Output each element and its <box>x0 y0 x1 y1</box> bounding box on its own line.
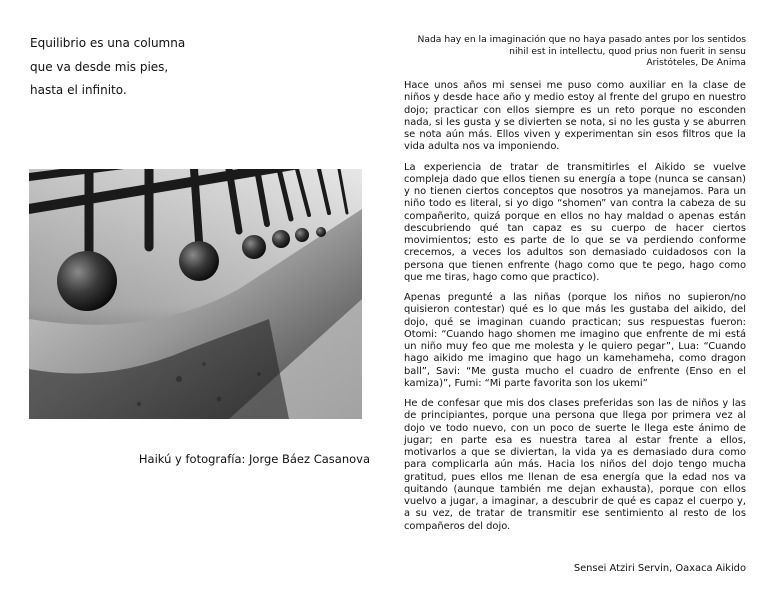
epigraph-quote <box>404 34 746 69</box>
haiku-line: Equilibrio es una columna <box>30 36 186 50</box>
railing-photo <box>29 169 362 419</box>
photo-credit: Haikú y fotografía: Jorge Báez Casanova <box>138 452 370 466</box>
article-paragraph: La experiencia de tratar de transmitirles el Aikido se vuelve compleja dado que ellos tienen su energía a tope (nunca se cansan) y no tienen ciertos conceptos que nosotros ya manejamos. Para un niño todo es literal, si yo digo “shomen” van contra la cabeza de su compañerito, quizá porque en ellos no hay maldad o apenas están descubriendo qué tan capaz es su cuerpo de hacer ciertos movimientos; esto es parte de lo que se va perdiendo conforme crecemos, a veces los adultos son demasiado cuidadosos con la persona que tienen enfrente (hago como que te pego, hago como que me tiras, hago como que practico). <box>404 161 746 283</box>
haiku-poem <box>30 32 330 103</box>
article-paragraph: Hace unos años mi sensei me puso como auxiliar en la clase de niños y desde hace año y medio estoy al frente del grupo en nuestro dojo; practicar con ellos siempre es un reto porque no esconden nada, si les gusta y se divierten se nota, si no les gusta y se aburren se nota aún más. Ellos viven y experimentan sin esos filtros que la vida adulta nos va imponiendo. <box>404 80 746 153</box>
epigraph-source: Aristóteles, De Anima <box>646 57 746 68</box>
article-paragraph: He de confesar que mis dos clases preferidas son las de niños y las de principiantes, porque una persona que llega por primera vez al dojo ve todo nuevo, con un poco de suerte le llega este ánimo de jugar; en parte esa es nuestra tarea al estar frente a ellos, motivarlos a que se diviertan, la vida ya es demasiado dura como para complicarla aún más. Hacia los niños del dojo tengo mucha gratitud, pues ellos me llenan de esa energía que la edad nos va quitando (aunque también me dejan exhausta), porque con ellos vuelvo a jugar, a imaginar, a descubrir de qué es capaz el cuerpo y, a su vez, de tratar de transmitir ese sentimiento al resto de los compañeros del dojo. <box>404 398 746 532</box>
haiku-line: hasta el infinito. <box>30 83 127 97</box>
haiku-line: que va desde mis pies, <box>30 59 169 74</box>
article-body <box>404 80 746 541</box>
article-paragraph: Apenas pregunté a las niñas (porque los niños no supieron/no quisieron contestar) qué es lo que más les gustaba del aikido, del dojo, qué se imaginan cuando practican; sus respuestas fueron: Otomi: “Cuando hago shomen me imagino que enfrente de mi está un niño muy feo que me molesta y le quiero pegar”, Lua: “Cuando hago aikido me imagino que hago un kamehameha, como dragon ball”, Savi: “Me gusta mucho el cuadro de enfrente (Enso en el kamiza)”, Fumi: “Mi parte favorita son los ukemi” <box>404 292 746 389</box>
epigraph-line: Nada hay en la imaginación que no haya pasado antes por los sentidos <box>417 34 746 45</box>
article-signature: Sensei Atziri Servin, Oaxaca Aikido <box>573 563 746 574</box>
epigraph-line-latin: nihil est in intellectu, quod prius non fuerit in sensu <box>509 45 746 57</box>
